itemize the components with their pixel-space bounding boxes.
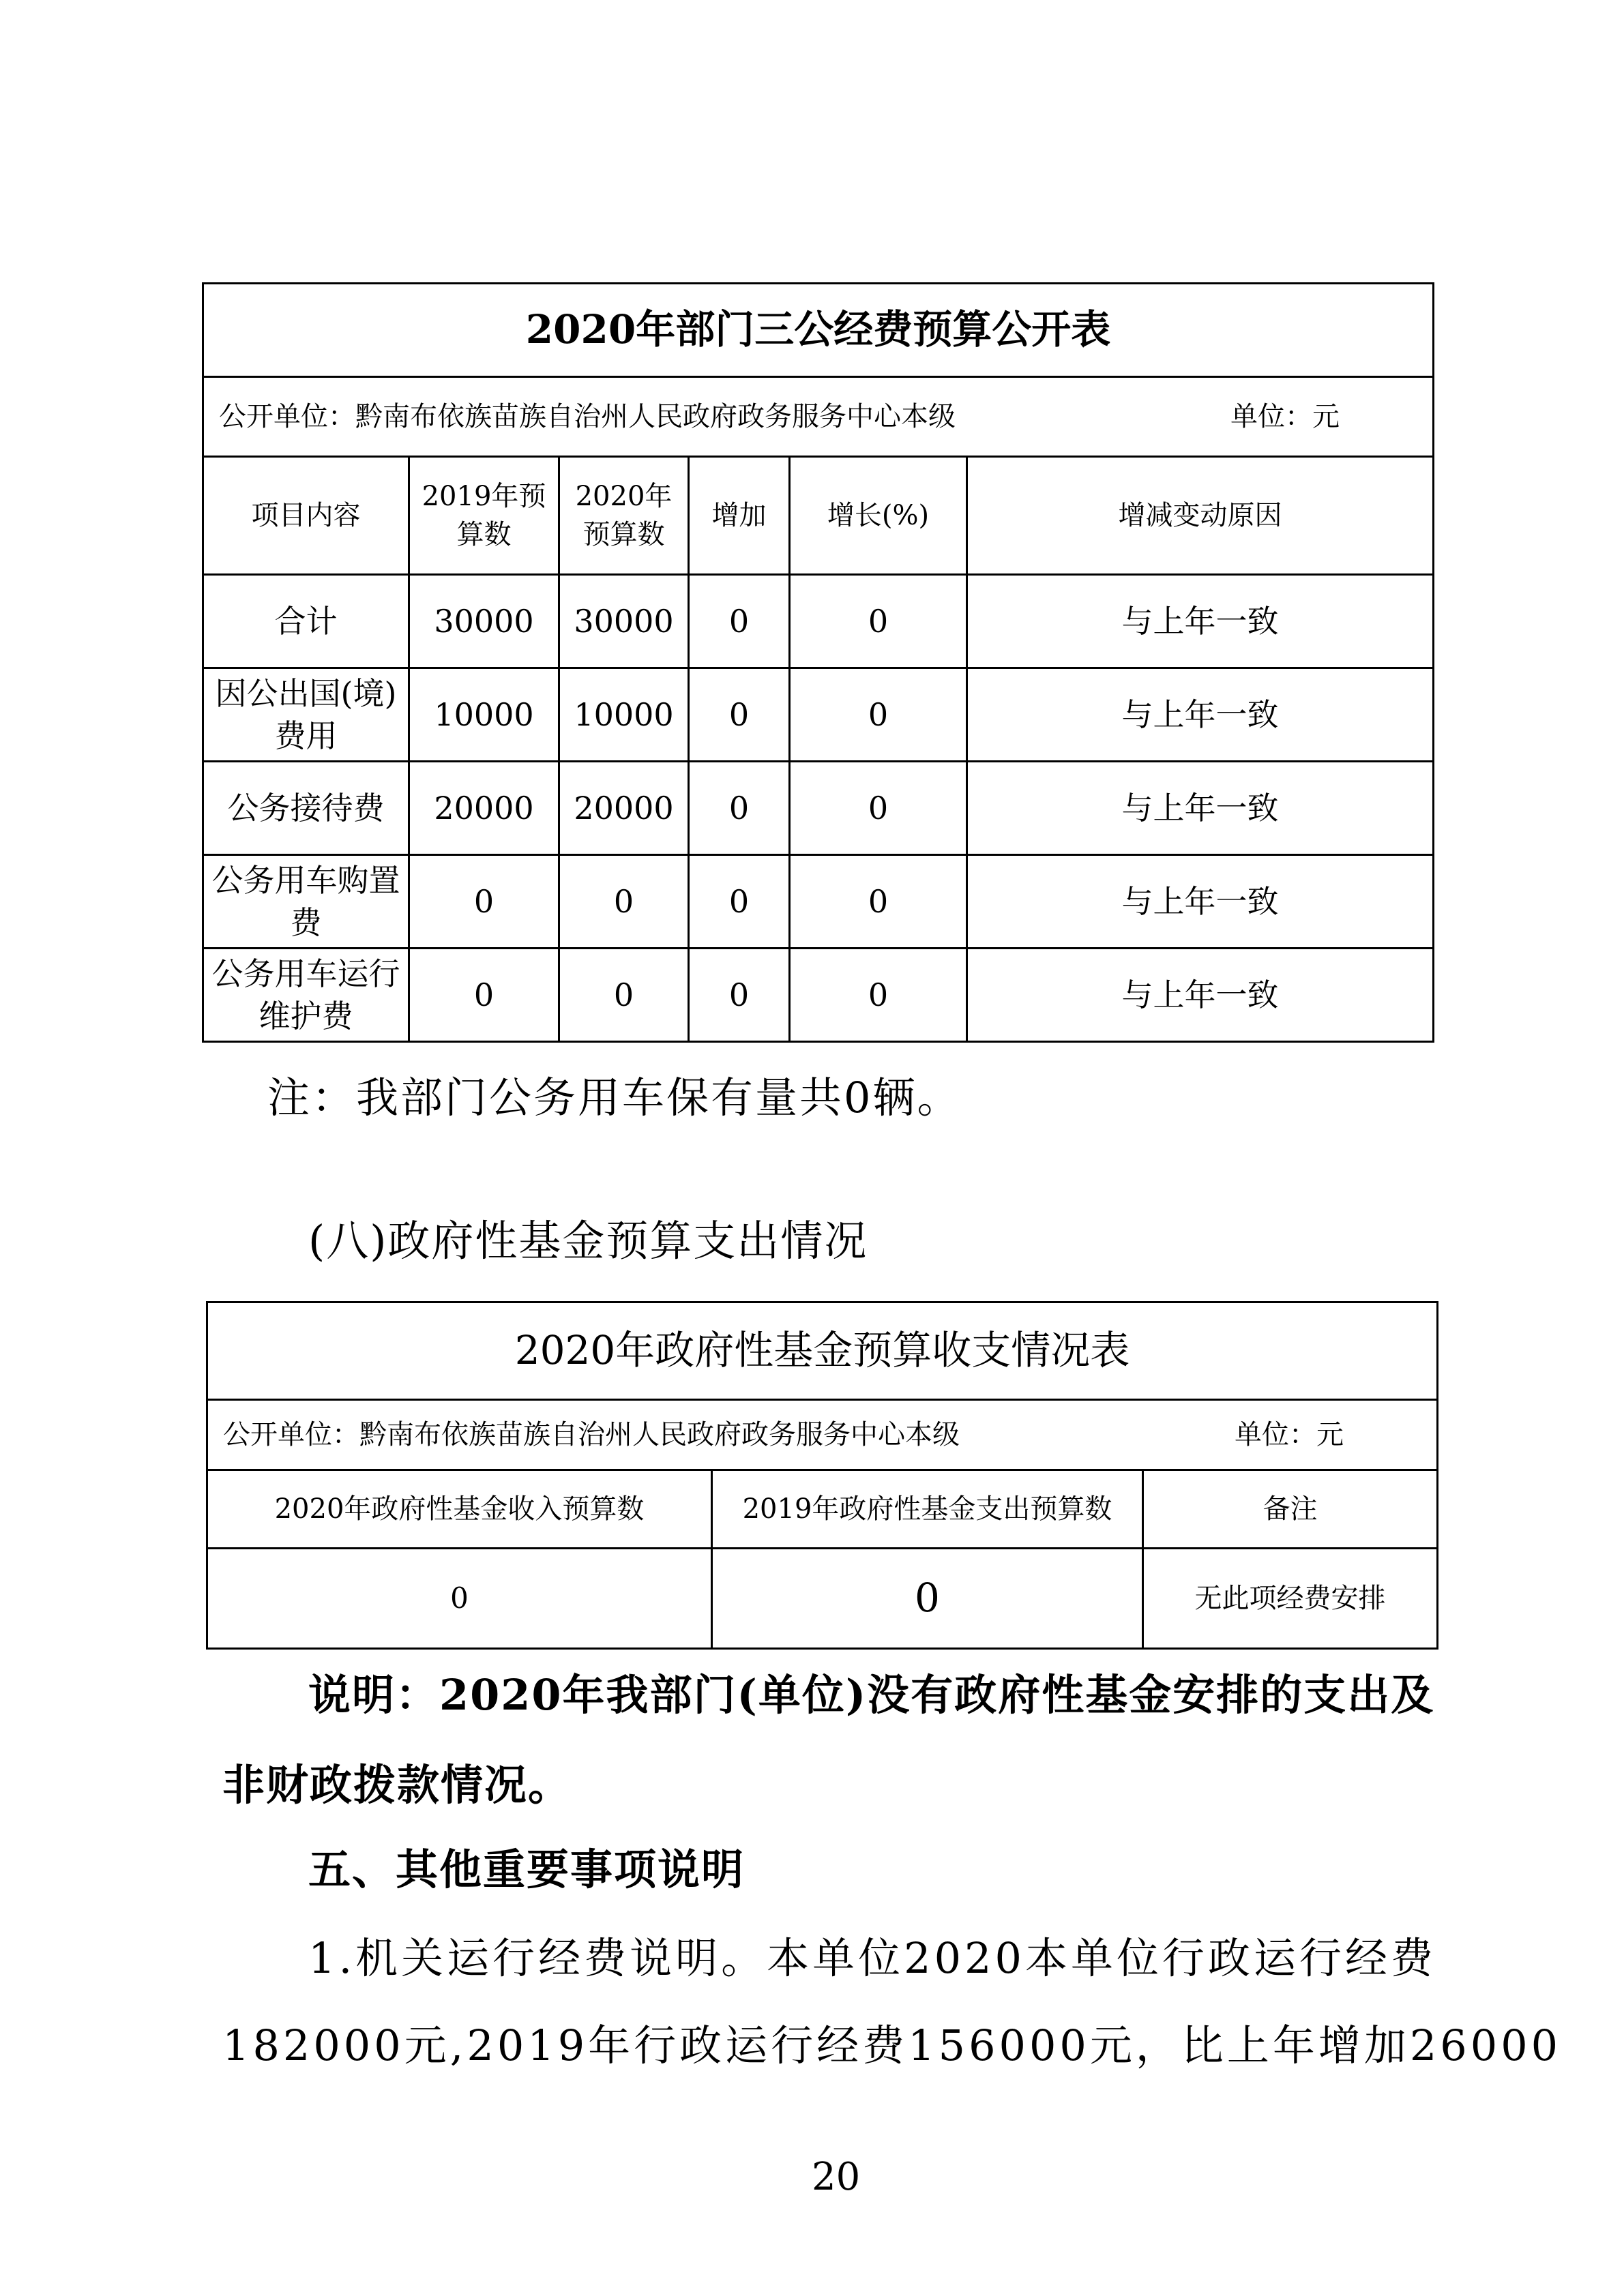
table-row <box>203 668 1434 762</box>
budget-2019: 0 <box>409 855 559 949</box>
government-fund-table <box>206 1301 1438 1650</box>
publishing-unit: 公开单位：黔南布依族苗族自治州人民政府政务服务中心本级 <box>219 401 956 432</box>
fund-expense-value: 0 <box>712 1549 1143 1649</box>
increase: 0 <box>689 855 790 949</box>
table-unit-info <box>207 1400 1438 1470</box>
increase: 0 <box>689 668 790 762</box>
table-row <box>207 1549 1438 1649</box>
paragraph-line-2: 182000元,2019年行政运行经费156000元，比上年增加26000 <box>222 2021 1562 2070</box>
column-header: 2020年政府性基金收入预算数 <box>207 1470 712 1549</box>
remark-value: 无此项经费安排 <box>1143 1549 1438 1649</box>
growth: 0 <box>790 668 967 762</box>
column-header: 备注 <box>1143 1470 1438 1549</box>
change-reason: 与上年一致 <box>967 949 1434 1042</box>
budget-2020: 10000 <box>559 668 689 762</box>
vehicle-note: 注：我部门公务用车保有量共0辆。 <box>267 1073 962 1122</box>
publishing-unit: 公开单位：黔南布依族苗族自治州人民政府政务服务中心本级 <box>223 1419 960 1450</box>
table-row <box>203 575 1434 668</box>
table-header-row <box>203 457 1434 575</box>
change-reason: 与上年一致 <box>967 855 1434 949</box>
table-title: 2020年部门三公经费预算公开表 <box>203 284 1434 377</box>
item-name: 因公出国(境)费用 <box>203 668 409 762</box>
column-header: 增长(%) <box>790 457 967 575</box>
item-name: 合计 <box>203 575 409 668</box>
section-heading-5: 五、其他重要事项说明 <box>308 1845 745 1894</box>
growth: 0 <box>790 949 967 1042</box>
unit-label: 单位：元 <box>1230 401 1340 432</box>
column-header: 项目内容 <box>203 457 409 575</box>
change-reason: 与上年一致 <box>967 762 1434 855</box>
section-heading-8: (八)政府性基金预算支出情况 <box>308 1216 868 1266</box>
change-reason: 与上年一致 <box>967 575 1434 668</box>
growth: 0 <box>790 855 967 949</box>
table-unit-info <box>203 377 1434 457</box>
increase: 0 <box>689 949 790 1042</box>
table-title: 2020年政府性基金预算收支情况表 <box>207 1302 1438 1400</box>
explanation-line-2: 非财政拨款情况。 <box>222 1760 572 1810</box>
item-name: 公务接待费 <box>203 762 409 855</box>
fund-income-value: 0 <box>207 1549 712 1649</box>
three-public-expenses-table <box>202 282 1434 1043</box>
budget-2020: 0 <box>559 855 689 949</box>
explanation-line-1: 说明：2020年我部门(单位)没有政府性基金安排的支出及 <box>308 1670 1435 1720</box>
budget-2019: 30000 <box>409 575 559 668</box>
growth: 0 <box>790 575 967 668</box>
budget-2019: 20000 <box>409 762 559 855</box>
budget-2020: 20000 <box>559 762 689 855</box>
unit-label: 单位：元 <box>1235 1419 1344 1450</box>
budget-2020: 0 <box>559 949 689 1042</box>
column-header: 2019年政府性基金支出预算数 <box>712 1470 1143 1549</box>
column-header: 增加 <box>689 457 790 575</box>
budget-2019: 10000 <box>409 668 559 762</box>
increase: 0 <box>689 575 790 668</box>
column-header: 2020年预算数 <box>559 457 689 575</box>
item-name: 公务用车运行维护费 <box>203 949 409 1042</box>
budget-2020: 30000 <box>559 575 689 668</box>
table-row <box>203 949 1434 1042</box>
table-row <box>203 762 1434 855</box>
column-header: 2019年预算数 <box>409 457 559 575</box>
change-reason: 与上年一致 <box>967 668 1434 762</box>
growth: 0 <box>790 762 967 855</box>
page-number: 20 <box>812 2155 861 2199</box>
table-row <box>203 855 1434 949</box>
budget-2019: 0 <box>409 949 559 1042</box>
column-header: 增减变动原因 <box>967 457 1434 575</box>
table-header-row <box>207 1470 1438 1549</box>
paragraph-line-1: 1.机关运行经费说明。本单位2020本单位行政运行经费 <box>308 1933 1436 1983</box>
item-name: 公务用车购置费 <box>203 855 409 949</box>
increase: 0 <box>689 762 790 855</box>
